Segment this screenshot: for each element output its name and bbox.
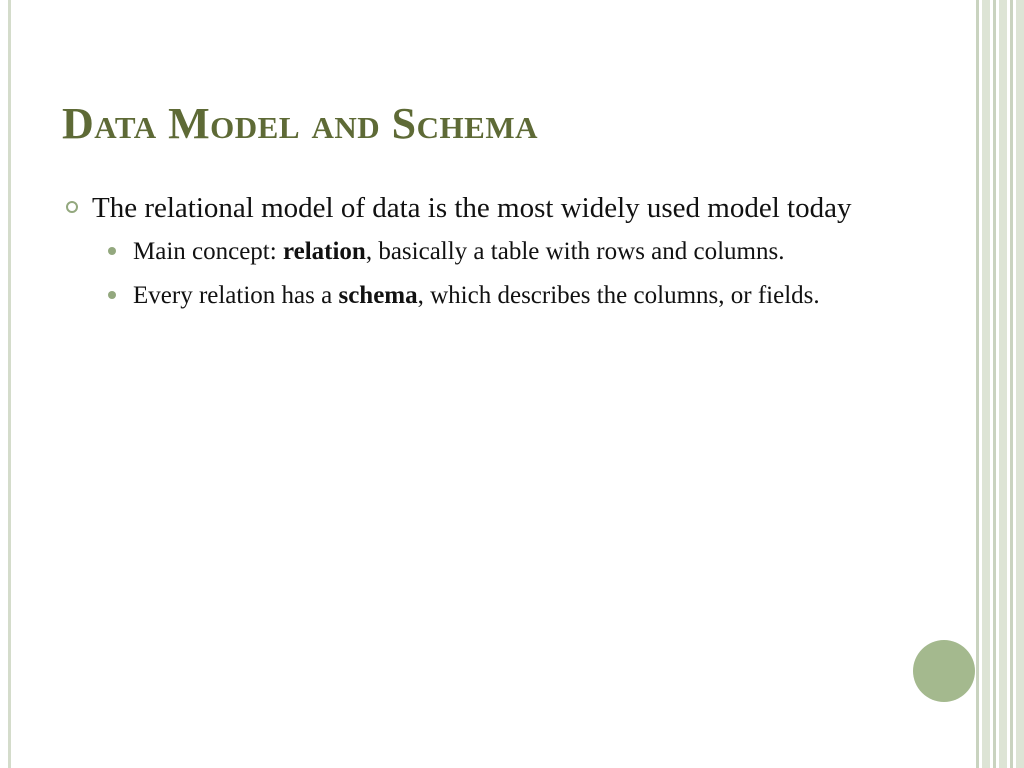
sub-bullet-text-post: , basically a table with rows and columns.	[365, 238, 785, 265]
green-circle-decoration	[913, 640, 975, 702]
sub-bullet-text-post: , which describes the columns, or fields.	[417, 282, 820, 309]
stripe	[993, 0, 996, 768]
bullet-text: The relational model of data is the most widely used model today	[92, 192, 852, 224]
stripe	[1010, 0, 1013, 768]
sub-bullet-text-pre: Main concept:	[133, 238, 283, 265]
dot-bullet-icon	[108, 291, 116, 299]
sub-bullet-text	[133, 282, 820, 309]
sub-bullet-item	[64, 234, 894, 269]
stripe	[1016, 0, 1024, 768]
ring-bullet-icon	[66, 201, 78, 213]
stripe	[976, 0, 979, 768]
bullet-item	[64, 188, 894, 228]
term-schema: schema	[338, 282, 418, 309]
right-decorative-stripes	[976, 0, 1024, 768]
sub-bullet-text-pre: Every relation has a	[133, 282, 339, 309]
sub-bullet-text	[133, 238, 784, 265]
stripe	[982, 0, 990, 768]
term-relation: relation	[282, 238, 366, 265]
slide-title: Data Model and Schema	[62, 99, 538, 148]
stripe	[999, 0, 1007, 768]
slide-body	[64, 188, 894, 322]
left-border-rule	[8, 0, 11, 768]
dot-bullet-icon	[108, 247, 116, 255]
sub-bullet-item	[64, 278, 894, 313]
